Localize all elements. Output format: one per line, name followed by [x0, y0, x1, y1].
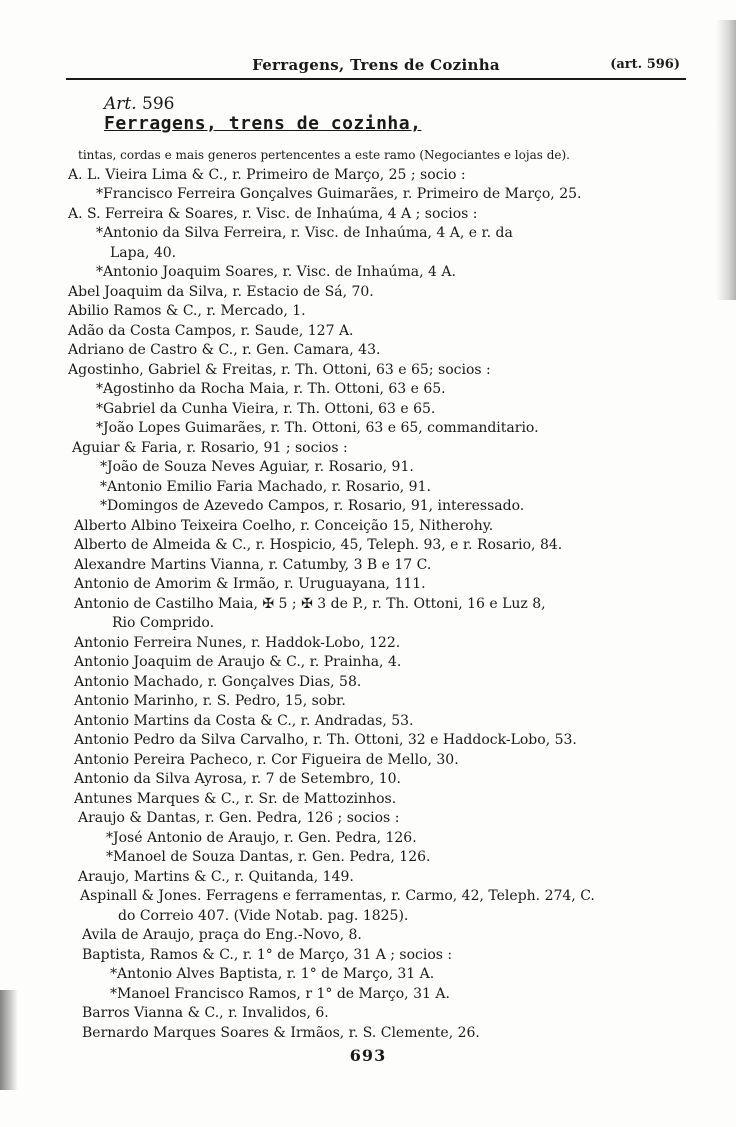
listing-line: Adriano de Castro & C., r. Gen. Camara, 43. — [68, 342, 381, 358]
listing-line: Aspinall & Jones. Ferragens e ferramentas, r. Carmo, 42, Teleph. 274, C. — [80, 888, 595, 904]
listing-line: tintas, cordas e mais generos pertencentes a este ramo (Negociantes e lojas de). — [78, 148, 570, 162]
listing-line: Avila de Araujo, praça do Eng.-Novo, 8. — [82, 927, 362, 943]
listing-line: Alberto de Almeida & C., r. Hospicio, 45, Teleph. 93, e r. Rosario, 84. — [74, 537, 563, 553]
listing-line: *Manoel de Souza Dantas, r. Gen. Pedra, 126. — [106, 849, 431, 865]
listing-line: *Gabriel da Cunha Vieira, r. Th. Ottoni, 63 e 65. — [96, 401, 436, 417]
listing-line: Barros Vianna & C., r. Invalidos, 6. — [82, 1005, 329, 1021]
listing-line: Antonio Marinho, r. S. Pedro, 15, sobr. — [74, 693, 346, 709]
listing-line: Adão da Costa Campos, r. Saude, 127 A. — [68, 323, 354, 339]
listing-line: Baptista, Ramos & C., r. 1° de Março, 31 A ; socios : — [82, 947, 453, 963]
listing-line: Antonio de Castilho Maia, ✠ 5 ; ✠ 3 de P., r. Th. Ottoni, 16 e Luz 8, — [74, 596, 546, 612]
listing-line: Lapa, 40. — [110, 245, 177, 261]
listing-line: *José Antonio de Araujo, r. Gen. Pedra, 126. — [106, 830, 417, 846]
listing-line: Alberto Albino Teixeira Coelho, r. Conceição 15, Nitherohy. — [74, 518, 494, 534]
listing-line: Antonio da Silva Ayrosa, r. 7 de Setembro, 10. — [74, 771, 401, 787]
listing-line: Araujo, Martins & C., r. Quitanda, 149. — [78, 869, 354, 885]
listing-line: A. L. Vieira Lima & C., r. Primeiro de Março, 25 ; socio : — [68, 167, 466, 183]
listing-line: Agostinho, Gabriel & Freitas, r. Th. Ottoni, 63 e 65; socios : — [68, 362, 491, 378]
listing-line: Araujo & Dantas, r. Gen. Pedra, 126 ; socios : — [78, 810, 400, 826]
listing-line: Antonio Martins da Costa & C., r. Andradas, 53. — [74, 713, 414, 729]
listing-line: *Francisco Ferreira Gonçalves Guimarães, r. Primeiro de Março, 25. — [96, 186, 582, 202]
article-label — [104, 94, 175, 114]
listing-line: Antonio de Amorim & Irmão, r. Uruguayana, 111. — [74, 576, 426, 592]
listing-line: *João de Souza Neves Aguiar, r. Rosario, 91. — [100, 459, 414, 475]
listing-line: *Antonio da Silva Ferreira, r. Visc. de Inhaúma, 4 A, e r. da — [96, 225, 513, 241]
listing-line: Abilio Ramos & C., r. Mercado, 1. — [68, 303, 306, 319]
listing-line: Antonio Pedro da Silva Carvalho, r. Th. Ottoni, 32 e Haddock-Lobo, 53. — [74, 732, 577, 748]
listing-line: A. S. Ferreira & Soares, r. Visc. de Inhaúma, 4 A ; socios : — [68, 206, 478, 222]
listing-line: Antonio Machado, r. Gonçalves Dias, 58. — [74, 674, 362, 690]
page-edge-shadow-left — [0, 990, 18, 1090]
page-edge-shadow — [716, 20, 736, 300]
section-heading: Ferragens, trens de cozinha, — [104, 113, 422, 134]
listing-line: *Agostinho da Rocha Maia, r. Th. Ottoni, 63 e 65. — [96, 381, 446, 397]
listing-line: *Domingos de Azevedo Campos, r. Rosario, 91, interessado. — [100, 498, 525, 514]
article-prefix: Art. — [104, 94, 137, 114]
listing-line: Bernardo Marques Soares & Irmãos, r. S. Clemente, 26. — [82, 1025, 480, 1041]
listing-line: do Correio 407. (Vide Notab. pag. 1825). — [118, 908, 409, 924]
article-number: 596 — [142, 94, 175, 114]
running-header-title: Ferragens, Trens de Cozinha — [252, 56, 500, 74]
listing-line: Antonio Ferreira Nunes, r. Haddok-Lobo, 122. — [74, 635, 401, 651]
listing-line: Rio Comprido. — [112, 615, 215, 631]
listing-line: Alexandre Martins Vianna, r. Catumby, 3 B e 17 C. — [74, 557, 432, 573]
page-number: 693 — [349, 1046, 387, 1065]
running-header-reference: (art. 596) — [610, 57, 680, 72]
listing-line: *Antonio Emilio Faria Machado, r. Rosario, 91. — [100, 479, 431, 495]
listing-line: Antunes Marques & C., r. Sr. de Mattozinhos. — [74, 791, 397, 807]
listing-line: *Manoel Francisco Ramos, r 1° de Março, 31 A. — [110, 986, 450, 1002]
listing-line: Abel Joaquim da Silva, r. Estacio de Sá, 70. — [68, 284, 374, 300]
listing-line: Aguiar & Faria, r. Rosario, 91 ; socios : — [72, 440, 348, 456]
listing-line: *Antonio Joaquim Soares, r. Visc. de Inhaúma, 4 A. — [96, 264, 456, 280]
listing-line: Antonio Pereira Pacheco, r. Cor Figueira de Mello, 30. — [74, 752, 459, 768]
running-header — [66, 56, 686, 80]
listing-line: *Antonio Alves Baptista, r. 1° de Março, 31 A. — [110, 966, 435, 982]
listing-line: Antonio Joaquim de Araujo & C., r. Prainha, 4. — [74, 654, 402, 670]
listing-line: *João Lopes Guimarães, r. Th. Ottoni, 63 e 65, commanditario. — [96, 420, 539, 436]
